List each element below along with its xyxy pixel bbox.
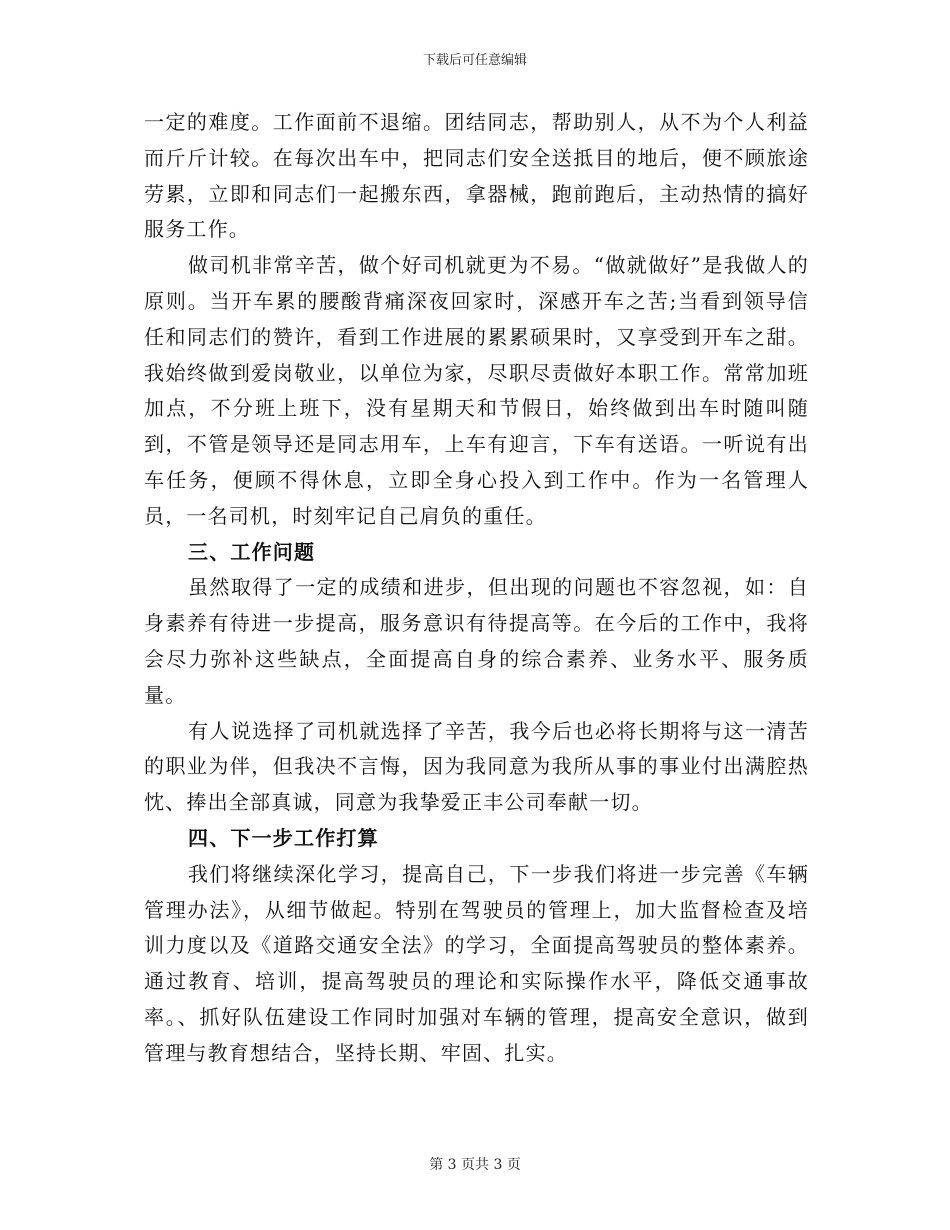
page-header: 下载后可任意编辑 bbox=[422, 53, 527, 68]
section-heading-work-problems: 三、工作问题 bbox=[188, 539, 316, 564]
page-number: 第 3 页共 3 页 bbox=[429, 1157, 521, 1173]
paragraph-driver-hardship: 做司机非常辛苦，做个好司机就更为不易。“做就做好”是我做人的原则。当开车累的腰酸背痛深夜回家时，深感开车之苦;当看到领导信任和同志们的赞许，看到工作进展的累累硕果时，又享受到开车之甜。我始终做到爱岗敬业，以单位为家，尽职尽责做好本职工作。常常加班加点，不分班上班下，没有星期天和节假日，始终做到出车时随叫随到，不管是领导还是同志用车，上车有迎言，下车有送语。一听说有出车任务，便顾不得休息，立即全身心投入到工作中。作为一名管理人员，一名司机，时刻牢记自己肩负的重任。 bbox=[144, 253, 809, 528]
paragraph-next-steps: 我们将继续深化学习，提高自己，下一步我们将进一步完善《车辆管理办法》，从细节做起。特别在驾驶员的管理上，加大监督检查及培训力度以及《道路交通安全法》的学习，全面提高驾驶员的整体素养。通过教育、培训，提高驾驶员的理论和实际操作水平，降低交通事故率。、抓好队伍建设工作同时加强对车辆的管理，提高安全意识，做到管理与教育想结合，坚持长期、牢固、扎实。 bbox=[144, 861, 809, 1065]
document-body bbox=[144, 105, 809, 1072]
paragraph-commitment: 有人说选择了司机就选择了辛苦，我今后也必将长期将与这一清苦的职业为伴，但我决不言悔，因为我同意为我所从事的事业付出满腔热忱、捧出全部真诚，同意为我挚爱正丰公司奉献一切。 bbox=[144, 718, 809, 815]
section-heading-next-steps: 四、下一步工作打算 bbox=[188, 825, 379, 850]
paragraph-problems: 虽然取得了一定的成绩和进步，但出现的问题也不容忽视，如：自身素养有待进一步提高，服务意识有待提高等。在今后的工作中，我将会尽力弥补这些缺点，全面提高自身的综合素养、业务水平、服务质量。 bbox=[144, 575, 809, 707]
paragraph-continued: 一定的难度。工作面前不退缩。团结同志，帮助别人，从不为个人利益而斤斤计较。在每次出车中，把同志们安全送抵目的地后，便不顾旅途劳累，立即和同志们一起搬东西，拿器械，跑前跑后，主动热情的搞好服务工作。 bbox=[144, 110, 809, 242]
